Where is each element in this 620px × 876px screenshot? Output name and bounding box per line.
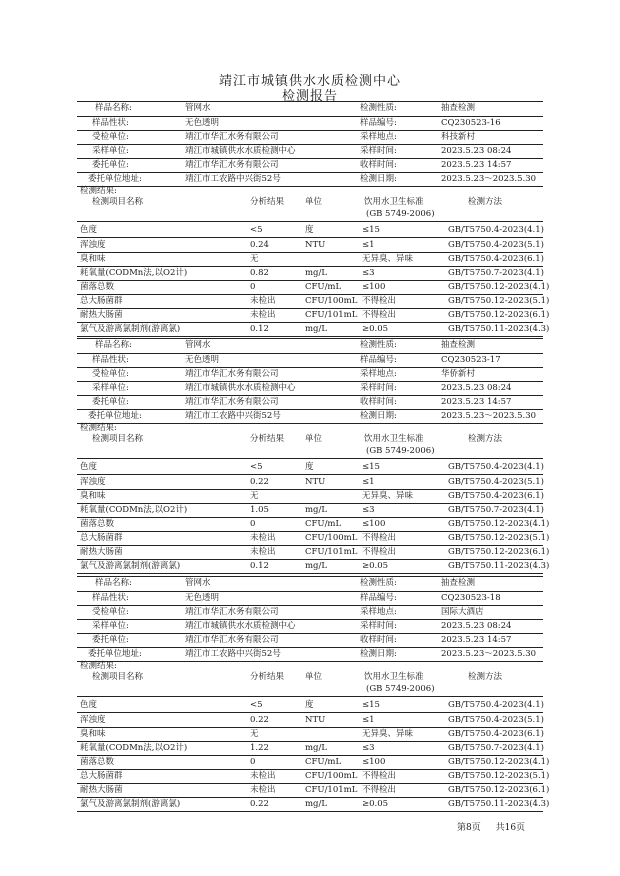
unit-value: CFU/mL — [305, 757, 342, 767]
value-test-nature: 抽查检测 — [441, 340, 476, 350]
result-value: 0.24 — [250, 240, 269, 250]
method-value: GB/T5750.4-2023(6.1) — [448, 254, 544, 264]
value-receive-time: 2023.5.23 14:57 — [441, 635, 512, 645]
row-rule — [77, 294, 543, 295]
result-value: 0 — [250, 519, 256, 529]
value-sample-name: 管网水 — [185, 578, 211, 588]
label-sample-no: 样品编号: — [360, 355, 397, 365]
unit-value: mg/L — [305, 799, 328, 809]
label-client: 委托单位: — [92, 397, 129, 407]
unit-value: 度 — [305, 462, 314, 472]
item-name: 臭和味 — [80, 254, 106, 264]
item-name: 菌落总数 — [80, 519, 115, 529]
result-value: <5 — [250, 225, 263, 235]
row-rule — [77, 280, 543, 281]
header-rule — [77, 458, 543, 459]
org-title: 靖江市城镇供水水质检测中心 — [218, 74, 401, 89]
item-name: 耗氧量(CODMn法,以O2计) — [80, 268, 188, 278]
method-value: GB/T5750.7-2023(4.1) — [448, 268, 544, 278]
result-value: 无 — [250, 729, 259, 739]
standard-value: 不得检出 — [362, 547, 397, 557]
item-name: 总大肠菌群 — [80, 771, 123, 781]
method-value: GB/T5750.12-2023(6.1) — [448, 785, 550, 795]
results-label: 检测结果: — [80, 661, 117, 671]
result-value: 0.12 — [250, 561, 269, 571]
method-value: GB/T5750.11-2023(4.3) — [448, 799, 550, 809]
standard-value: ≤15 — [362, 700, 380, 710]
unit-value: NTU — [305, 477, 326, 487]
label-test-nature: 检测性质: — [360, 578, 397, 588]
value-test-nature: 抽查检测 — [441, 578, 476, 588]
value-receiver: 靖江市华汇水务有限公司 — [185, 369, 279, 379]
standard-value: 不得检出 — [362, 533, 397, 543]
result-value: 0.22 — [250, 799, 269, 809]
result-value: 未检出 — [250, 533, 276, 543]
item-name: 浑浊度 — [80, 477, 106, 487]
value-sampler: 靖江市城镇供水水质检测中心 — [185, 621, 296, 631]
row-rule — [77, 755, 543, 756]
method-value: GB/T5750.4-2023(5.1) — [448, 240, 544, 250]
col-header-result: 分析结果 — [250, 197, 285, 207]
unit-value: 度 — [305, 225, 314, 235]
value-receiver: 靖江市华汇水务有限公司 — [185, 132, 279, 142]
col-header-standard: 饮用水卫生标准 — [364, 672, 424, 682]
standard-value: ≤1 — [362, 715, 375, 725]
col-header-item: 检测项目名称 — [92, 197, 144, 207]
standard-value: 不得检出 — [362, 296, 397, 306]
method-value: GB/T5750.12-2023(4.1) — [448, 282, 550, 292]
label-sampler: 采样单位: — [92, 621, 129, 631]
col-header-unit: 单位 — [305, 672, 323, 682]
item-name: 臭和味 — [80, 729, 106, 739]
standard-value: ≤1 — [362, 477, 375, 487]
result-value: 1.22 — [250, 743, 269, 753]
row-rule — [77, 531, 543, 532]
row-rule — [77, 308, 543, 309]
info-row-rule — [77, 633, 543, 634]
value-sample-name: 管网水 — [185, 103, 211, 113]
header-rule — [77, 221, 543, 222]
page-number: 第8页 — [457, 823, 481, 833]
value-sample-site: 国际大酒店 — [441, 607, 484, 617]
method-value: GB/T5750.4-2023(6.1) — [448, 729, 544, 739]
info-row-rule — [77, 367, 543, 368]
standard-value: 不得检出 — [362, 771, 397, 781]
label-sample-site: 采样地点: — [360, 369, 397, 379]
row-rule — [77, 545, 543, 546]
method-value: GB/T5750.4-2023(4.1) — [448, 462, 544, 472]
result-value: 0.22 — [250, 715, 269, 725]
value-sample-name: 管网水 — [185, 340, 211, 350]
info-row-rule — [77, 409, 543, 410]
standard-value: ≤3 — [362, 505, 375, 515]
col-header-item: 检测项目名称 — [92, 434, 144, 444]
standard-value: ≥0.05 — [362, 561, 389, 571]
label-client-addr: 委托单位地址: — [88, 649, 142, 659]
standard-value: ≤100 — [362, 757, 386, 767]
method-value: GB/T5750.4-2023(4.1) — [448, 225, 544, 235]
value-receive-time: 2023.5.23 14:57 — [441, 160, 512, 170]
method-value: GB/T5750.11-2023(4.3) — [448, 561, 550, 571]
label-sample-no: 样品编号: — [360, 593, 397, 603]
standard-value: 无异臭、异味 — [362, 254, 414, 264]
value-sampler: 靖江市城镇供水水质检测中心 — [185, 146, 296, 156]
col-header-standard: 饮用水卫生标准 — [364, 197, 424, 207]
value-client: 靖江市华汇水务有限公司 — [185, 397, 279, 407]
label-client: 委托单位: — [92, 635, 129, 645]
unit-value: mg/L — [305, 561, 328, 571]
page-footer — [457, 820, 537, 833]
standard-value: ≥0.05 — [362, 324, 389, 334]
unit-value: CFU/101mL — [305, 785, 358, 795]
info-row-rule — [77, 395, 543, 396]
results-label: 检测结果: — [80, 186, 117, 196]
result-value: 未检出 — [250, 296, 276, 306]
value-receiver: 靖江市华汇水务有限公司 — [185, 607, 279, 617]
col-header-result: 分析结果 — [250, 672, 285, 682]
item-name: 氯气及游离氯制剂(游离氯) — [80, 324, 181, 334]
result-value: 0.12 — [250, 324, 269, 334]
label-sample-time: 采样时间: — [360, 146, 397, 156]
unit-value: mg/L — [305, 324, 328, 334]
label-sampler: 采样单位: — [92, 383, 129, 393]
method-value: GB/T5750.7-2023(4.1) — [448, 505, 544, 515]
value-sample-prop: 无色透明 — [185, 593, 220, 603]
item-name: 耗氧量(CODMn法,以O2计) — [80, 743, 188, 753]
standard-value: 不得检出 — [362, 310, 397, 320]
label-receiver: 受检单位: — [92, 132, 129, 142]
value-sample-time: 2023.5.23 08:24 — [441, 621, 512, 631]
item-name: 色度 — [80, 462, 98, 472]
method-value: GB/T5750.4-2023(4.1) — [448, 700, 544, 710]
value-client-addr: 靖江市工农路中兴街52号 — [185, 174, 281, 184]
unit-value: CFU/101mL — [305, 547, 358, 557]
unit-value: CFU/mL — [305, 519, 342, 529]
row-rule — [77, 237, 543, 238]
standard-value: ≤100 — [362, 282, 386, 292]
col-header-result: 分析结果 — [250, 434, 285, 444]
col-header-unit: 单位 — [305, 197, 323, 207]
item-name: 浑浊度 — [80, 715, 106, 725]
unit-value: CFU/mL — [305, 282, 342, 292]
item-name: 菌落总数 — [80, 282, 115, 292]
item-name: 耐热大肠菌 — [80, 310, 123, 320]
report-title: 检测报告 — [281, 89, 338, 104]
value-sample-prop: 无色透明 — [185, 118, 220, 128]
unit-value: 度 — [305, 700, 314, 710]
standard-value: ≤1 — [362, 240, 375, 250]
value-client: 靖江市华汇水务有限公司 — [185, 635, 279, 645]
method-value: GB/T5750.12-2023(6.1) — [448, 310, 550, 320]
info-row-rule — [77, 605, 543, 606]
standard-value: ≤15 — [362, 225, 380, 235]
info-row-rule — [77, 353, 543, 354]
col-header-method: 检测方法 — [468, 434, 503, 444]
value-sampler: 靖江市城镇供水水质检测中心 — [185, 383, 296, 393]
label-receive-time: 收样时间: — [360, 397, 397, 407]
col-header-unit: 单位 — [305, 434, 323, 444]
method-value: GB/T5750.12-2023(4.1) — [448, 757, 550, 767]
result-value: 未检出 — [250, 547, 276, 557]
row-rule — [77, 769, 543, 770]
value-test-nature: 抽查检测 — [441, 103, 476, 113]
standard-value: ≤3 — [362, 268, 375, 278]
col-header-item: 检测项目名称 — [92, 672, 144, 682]
method-value: GB/T5750.4-2023(5.1) — [448, 715, 544, 725]
item-name: 耐热大肠菌 — [80, 785, 123, 795]
col-header-standard-code: (GB 5749-2006) — [366, 209, 435, 219]
unit-value: mg/L — [305, 505, 328, 515]
label-receive-time: 收样时间: — [360, 635, 397, 645]
row-rule — [77, 474, 543, 475]
label-receiver: 受检单位: — [92, 607, 129, 617]
method-value: GB/T5750.12-2023(5.1) — [448, 296, 550, 306]
info-row-rule — [77, 158, 543, 159]
info-row-rule — [77, 186, 543, 187]
item-name: 耗氧量(CODMn法,以O2计) — [80, 505, 188, 515]
label-sample-prop: 样品性状: — [92, 593, 129, 603]
item-name: 臭和味 — [80, 491, 106, 501]
label-sample-time: 采样时间: — [360, 383, 397, 393]
col-header-standard-code: (GB 5749-2006) — [366, 684, 435, 694]
result-value: 0 — [250, 757, 256, 767]
row-rule — [77, 489, 543, 490]
value-client-addr: 靖江市工农路中兴街52号 — [185, 649, 281, 659]
label-test-date: 检测日期: — [360, 411, 397, 421]
info-row-rule — [77, 381, 543, 382]
method-value: GB/T5750.12-2023(6.1) — [448, 547, 550, 557]
label-sample-prop: 样品性状: — [92, 355, 129, 365]
method-value: GB/T5750.4-2023(6.1) — [448, 491, 544, 501]
row-rule — [77, 322, 543, 323]
result-value: 未检出 — [250, 771, 276, 781]
method-value: GB/T5750.7-2023(4.1) — [448, 743, 544, 753]
label-test-date: 检测日期: — [360, 649, 397, 659]
label-sample-name: 样品名称: — [95, 578, 132, 588]
row-rule — [77, 797, 543, 798]
info-row-rule — [77, 116, 543, 117]
result-value: 0.22 — [250, 477, 269, 487]
method-value: GB/T5750.4-2023(5.1) — [448, 477, 544, 487]
label-sample-site: 采样地点: — [360, 132, 397, 142]
value-test-date: 2023.5.23～2023.5.30 — [441, 411, 537, 421]
value-client: 靖江市华汇水务有限公司 — [185, 160, 279, 170]
result-value: <5 — [250, 462, 263, 472]
standard-value: 无异臭、异味 — [362, 729, 414, 739]
result-value: 1.05 — [250, 505, 269, 515]
label-sample-name: 样品名称: — [95, 340, 132, 350]
method-value: GB/T5750.12-2023(5.1) — [448, 771, 550, 781]
standard-value: ≥0.05 — [362, 799, 389, 809]
item-name: 氯气及游离氯制剂(游离氯) — [80, 799, 181, 809]
method-value: GB/T5750.12-2023(4.1) — [448, 519, 550, 529]
row-rule — [77, 811, 543, 812]
label-test-nature: 检测性质: — [360, 103, 397, 113]
result-value: 无 — [250, 254, 259, 264]
result-value: 0 — [250, 282, 256, 292]
page-total: 共16页 — [495, 823, 526, 833]
unit-value: NTU — [305, 715, 326, 725]
standard-value: ≤100 — [362, 519, 386, 529]
info-row-rule — [77, 172, 543, 173]
section-top-rule — [77, 338, 543, 339]
standard-value: 无异臭、异味 — [362, 491, 414, 501]
row-rule — [77, 252, 543, 253]
col-header-method: 检测方法 — [468, 197, 503, 207]
label-test-date: 检测日期: — [360, 174, 397, 184]
results-label: 检测结果: — [80, 423, 117, 433]
label-test-nature: 检测性质: — [360, 340, 397, 350]
unit-value: CFU/100mL — [305, 296, 358, 306]
info-row-rule — [77, 619, 543, 620]
info-row-rule — [77, 423, 543, 424]
label-sample-prop: 样品性状: — [92, 118, 129, 128]
value-sample-prop: 无色透明 — [185, 355, 220, 365]
row-rule — [77, 559, 543, 560]
value-client-addr: 靖江市工农路中兴街52号 — [185, 411, 281, 421]
label-sampler: 采样单位: — [92, 146, 129, 156]
info-row-rule — [77, 661, 543, 662]
item-name: 总大肠菌群 — [80, 533, 123, 543]
unit-value: mg/L — [305, 743, 328, 753]
item-name: 浑浊度 — [80, 240, 106, 250]
value-test-date: 2023.5.23～2023.5.30 — [441, 649, 537, 659]
unit-value: NTU — [305, 240, 326, 250]
label-client-addr: 委托单位地址: — [88, 174, 142, 184]
standard-value: ≤3 — [362, 743, 375, 753]
unit-value: mg/L — [305, 268, 328, 278]
label-sample-no: 样品编号: — [360, 118, 397, 128]
label-sample-site: 采样地点: — [360, 607, 397, 617]
item-name: 色度 — [80, 700, 98, 710]
item-name: 色度 — [80, 225, 98, 235]
col-header-standard-code: (GB 5749-2006) — [366, 446, 435, 456]
row-rule — [77, 573, 543, 574]
label-sample-time: 采样时间: — [360, 621, 397, 631]
col-header-method: 检测方法 — [468, 672, 503, 682]
unit-value: CFU/100mL — [305, 533, 358, 543]
result-value: 未检出 — [250, 785, 276, 795]
result-value: <5 — [250, 700, 263, 710]
row-rule — [77, 741, 543, 742]
row-rule — [77, 712, 543, 713]
label-receiver: 受检单位: — [92, 369, 129, 379]
info-row-rule — [77, 647, 543, 648]
section-top-rule — [77, 576, 543, 577]
section-top-rule — [77, 101, 543, 102]
row-rule — [77, 266, 543, 267]
item-name: 氯气及游离氯制剂(游离氯) — [80, 561, 181, 571]
value-sample-site: 科技新村 — [441, 132, 476, 142]
result-value: 0.82 — [250, 268, 269, 278]
info-row-rule — [77, 591, 543, 592]
row-rule — [77, 783, 543, 784]
col-header-standard: 饮用水卫生标准 — [364, 434, 424, 444]
row-rule — [77, 503, 543, 504]
value-sample-site: 华侨新村 — [441, 369, 476, 379]
info-row-rule — [77, 144, 543, 145]
method-value: GB/T5750.11-2023(4.3) — [448, 324, 550, 334]
result-value: 未检出 — [250, 310, 276, 320]
value-sample-no: CQ230523-18 — [441, 593, 501, 603]
unit-value: CFU/100mL — [305, 771, 358, 781]
item-name: 菌落总数 — [80, 757, 115, 767]
result-value: 无 — [250, 491, 259, 501]
standard-value: ≤15 — [362, 462, 380, 472]
unit-value: CFU/101mL — [305, 310, 358, 320]
value-sample-time: 2023.5.23 08:24 — [441, 383, 512, 393]
header-rule — [77, 696, 543, 697]
label-client: 委托单位: — [92, 160, 129, 170]
value-sample-no: CQ230523-17 — [441, 355, 501, 365]
standard-value: 不得检出 — [362, 785, 397, 795]
label-client-addr: 委托单位地址: — [88, 411, 142, 421]
value-test-date: 2023.5.23～2023.5.30 — [441, 174, 537, 184]
value-receive-time: 2023.5.23 14:57 — [441, 397, 512, 407]
row-rule — [77, 727, 543, 728]
value-sample-time: 2023.5.23 08:24 — [441, 146, 512, 156]
label-receive-time: 收样时间: — [360, 160, 397, 170]
item-name: 总大肠菌群 — [80, 296, 123, 306]
item-name: 耐热大肠菌 — [80, 547, 123, 557]
row-rule — [77, 517, 543, 518]
row-rule — [77, 336, 543, 337]
info-row-rule — [77, 130, 543, 131]
label-sample-name: 样品名称: — [95, 103, 132, 113]
method-value: GB/T5750.12-2023(5.1) — [448, 533, 550, 543]
value-sample-no: CQ230523-16 — [441, 118, 501, 128]
